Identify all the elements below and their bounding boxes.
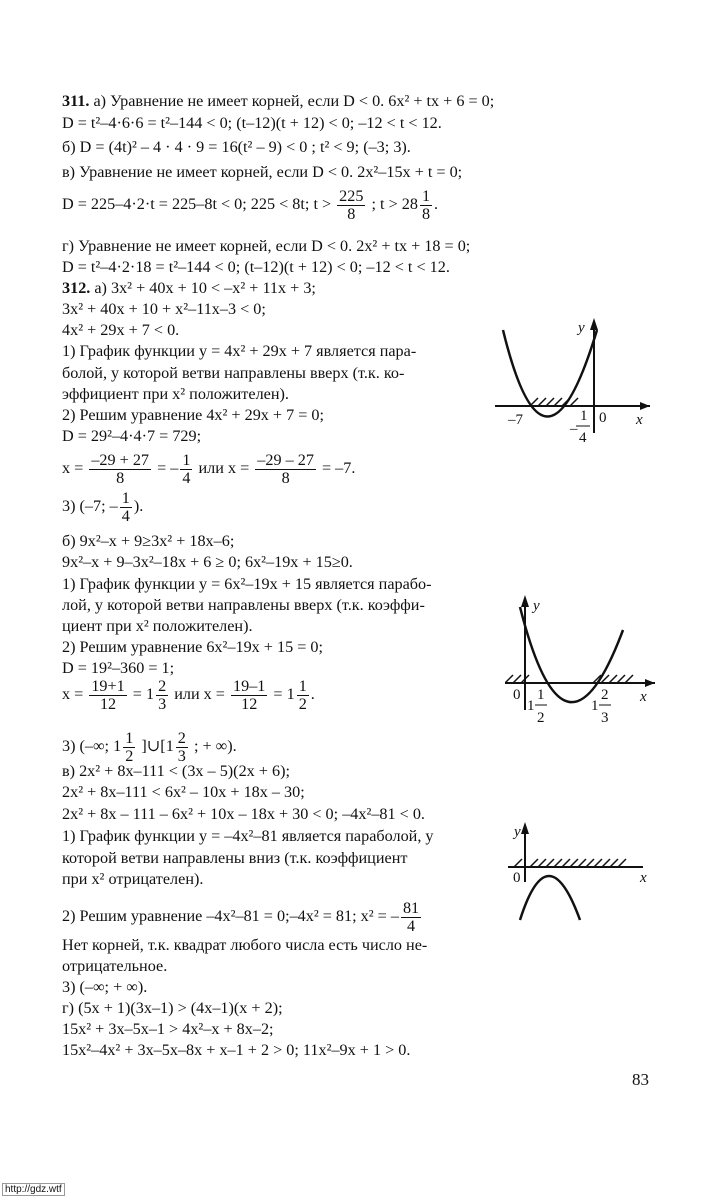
- text-line: 3) (–∞; 1 $\frac{1}{2}$ ]∪[1 $\frac{2}{3}$ ; + ∞).: [62, 729, 237, 765]
- problem-number: 311.: [62, 92, 90, 110]
- root1-den: 2: [537, 710, 545, 726]
- x-axis-label: x: [640, 870, 647, 886]
- numerator: 2: [177, 729, 186, 747]
- text-line: 2) Решим уравнение 6x²–19x + 15 = 0;: [62, 638, 323, 656]
- root-numerator: 1: [580, 408, 588, 424]
- page-number: 83: [632, 1070, 649, 1089]
- denominator: 4: [182, 469, 191, 487]
- numerator: 1: [125, 729, 134, 747]
- numerator: 1: [298, 677, 307, 695]
- root-sign: –: [570, 421, 578, 437]
- fraction: [120, 490, 132, 525]
- text-line: 1) График функции y = 4x² + 29x + 7 является пара-: [62, 342, 417, 360]
- text-line: отрицательное.: [62, 957, 168, 975]
- fraction: [89, 678, 126, 713]
- denominator: 4: [121, 507, 130, 525]
- text-line: D = 19²–360 = 1;: [62, 659, 175, 677]
- text-line: 4x² + 29x + 7 < 0.: [62, 321, 180, 339]
- text-line: при x² отрицателен).: [62, 870, 204, 888]
- origin-label: 0: [599, 410, 607, 426]
- denominator: 12: [241, 695, 258, 713]
- denominator: 8: [116, 469, 125, 487]
- x-axis-label: x: [636, 412, 643, 428]
- root-label: –7: [508, 412, 523, 428]
- fraction: [180, 452, 192, 487]
- fraction: [176, 730, 188, 765]
- root2-den: 3: [601, 710, 609, 726]
- numerator: 1: [121, 489, 130, 507]
- denominator: 4: [406, 917, 416, 935]
- fraction: [123, 730, 135, 765]
- denominator: 2: [298, 695, 307, 713]
- root1-num: 1: [537, 687, 545, 703]
- text-line: x = $\frac{19+1}{12}$ = 1 $\frac{2}{3}$ или x = $\frac{19-1}{12}$ = 1 $\frac{1}{2}$ .: [62, 677, 315, 713]
- graph-312c: [508, 822, 668, 927]
- watermark-link[interactable]: http://gdz.wtf: [2, 1183, 65, 1196]
- fraction: [420, 188, 432, 223]
- denominator: 8: [347, 205, 356, 223]
- text-line: D = 29²–4·4·7 = 729;: [62, 427, 202, 445]
- text-line: 1) График функции y = 6x²–19x + 15 является парабо-: [62, 575, 432, 593]
- numerator: 2: [158, 677, 167, 695]
- denominator: 8: [281, 469, 290, 487]
- text-line: 3x² + 40x + 10 + x²–11x–3 < 0;: [62, 300, 266, 318]
- text-line: D = t²–4·6·6 = t²–144 < 0; (t–12)(t + 12) < 0; –12 < t < 12.: [62, 114, 442, 132]
- text-line: 2) Решим уравнение –4x²–81 = 0;–4x² = 81; x² = – $\frac{81}{4}$: [62, 899, 420, 935]
- y-axis-label: y: [514, 824, 521, 840]
- numerator: 225: [339, 187, 364, 205]
- fraction: [255, 452, 316, 487]
- text-line: 311. а) Уравнение не имеет корней, если D < 0. 6x² + tx + 6 = 0;: [62, 92, 495, 110]
- text-line: г) (5x + 1)(3x–1) > (4x–1)(x + 2);: [62, 999, 283, 1017]
- numerator: –29 – 27: [257, 451, 314, 469]
- text-line: в) Уравнение не имеет корней, если D < 0. 2x²–15x + t = 0;: [62, 163, 463, 181]
- numerator: –29 + 27: [91, 451, 150, 469]
- origin-label: 0: [513, 687, 521, 703]
- numerator: 81: [402, 899, 420, 917]
- text-line: x = $\frac{-29 + 27}{8}$ = – $\frac{1}{4}$ или x = $\frac{-29 - 27}{8}$ = –7.: [62, 451, 356, 487]
- text-line: 2x² + 8x – 111 – 6x² + 10x – 18x + 30 < 0; –4x²–81 < 0.: [62, 805, 425, 823]
- origin-label: 0: [513, 870, 521, 886]
- graph-312b: [505, 595, 665, 745]
- text-line: б) 9x²–x + 9≥3x² + 18x–6;: [62, 532, 235, 550]
- root-denominator: 4: [579, 430, 587, 446]
- text-line: б) D = (4t)² – 4 · 4 · 9 = 16(t² – 9) < 0 ; t² < 9; (–3; 3).: [62, 138, 411, 156]
- root1-int: 1: [527, 698, 535, 714]
- text-line: лой, у которой ветви направлены вверх (т.к. коэффи-: [62, 596, 425, 614]
- text-line: 2x² + 8x–111 < 6x² – 10x + 18x – 30;: [62, 783, 305, 801]
- text-line: 3) (–∞; + ∞).: [62, 978, 148, 996]
- numerator: 1: [182, 451, 191, 469]
- text-line: 2) Решим уравнение 4x² + 29x + 7 = 0;: [62, 406, 325, 424]
- root2-int: 1: [591, 698, 599, 714]
- denominator: 3: [158, 695, 167, 713]
- text-line: 15x²–4x² + 3x–5x–8x + x–1 + 2 > 0; 11x²–9x + 1 > 0.: [62, 1041, 411, 1059]
- text-line: г) Уравнение не имеет корней, если D < 0. 2x² + tx + 18 = 0;: [62, 237, 471, 255]
- fraction: [297, 678, 309, 713]
- text-line: 9x²–x + 9–3x²–18x + 6 ≥ 0; 6x²–19x + 15≥0.: [62, 553, 353, 571]
- text-line: которой ветви направлены вниз (т.к. коэффициент: [62, 849, 408, 867]
- graph-312a: [490, 318, 650, 458]
- y-axis-label: y: [578, 320, 585, 336]
- y-axis-label: y: [533, 598, 540, 614]
- text-line: 15x² + 3x–5x–1 > 4x²–x + 8x–2;: [62, 1020, 274, 1038]
- numerator: 19+1: [91, 677, 125, 695]
- fraction: [156, 678, 168, 713]
- numerator: 1: [421, 187, 431, 205]
- x-axis-label: x: [640, 689, 647, 705]
- text-line: Нет корней, т.к. квадрат любого числа есть число не-: [62, 936, 428, 954]
- denominator: 8: [421, 205, 431, 223]
- text-line: D = 225–4·2·t = 225–8t < 0; 225 < 8t; t > $\frac{225}{8}$ ; t > 28 $\frac{1}{8}$ .: [62, 187, 439, 223]
- text-line: болой, у которой ветви направлены вверх (т.к. ко-: [62, 364, 405, 382]
- text-line: эффициент при x² положителен).: [62, 385, 289, 403]
- fraction: [401, 900, 421, 935]
- text-line: D = t²–4·2·18 = t²–144 < 0; (t–12)(t + 12) < 0; –12 < t < 12.: [62, 258, 450, 276]
- fraction: [89, 452, 151, 487]
- text-line: циент при x² положителен).: [62, 617, 253, 635]
- fraction: [337, 188, 365, 223]
- text-line: в) 2x² + 8x–111 < (3x – 5)(2x + 6);: [62, 762, 290, 780]
- root2-num: 2: [601, 687, 609, 703]
- text-line: 1) График функции y = –4x²–81 является параболой, у: [62, 827, 434, 845]
- text-line: 3) (–7; – $\frac{1}{4}$ ).: [62, 489, 144, 525]
- text-line: 312. а) 3x² + 40x + 10 < –x² + 11x + 3;: [62, 279, 316, 297]
- denominator: 3: [177, 747, 186, 765]
- denominator: 2: [125, 747, 134, 765]
- fraction: [231, 678, 267, 713]
- numerator: 19–1: [233, 677, 266, 695]
- denominator: 12: [99, 695, 117, 713]
- problem-number: 312.: [62, 279, 91, 297]
